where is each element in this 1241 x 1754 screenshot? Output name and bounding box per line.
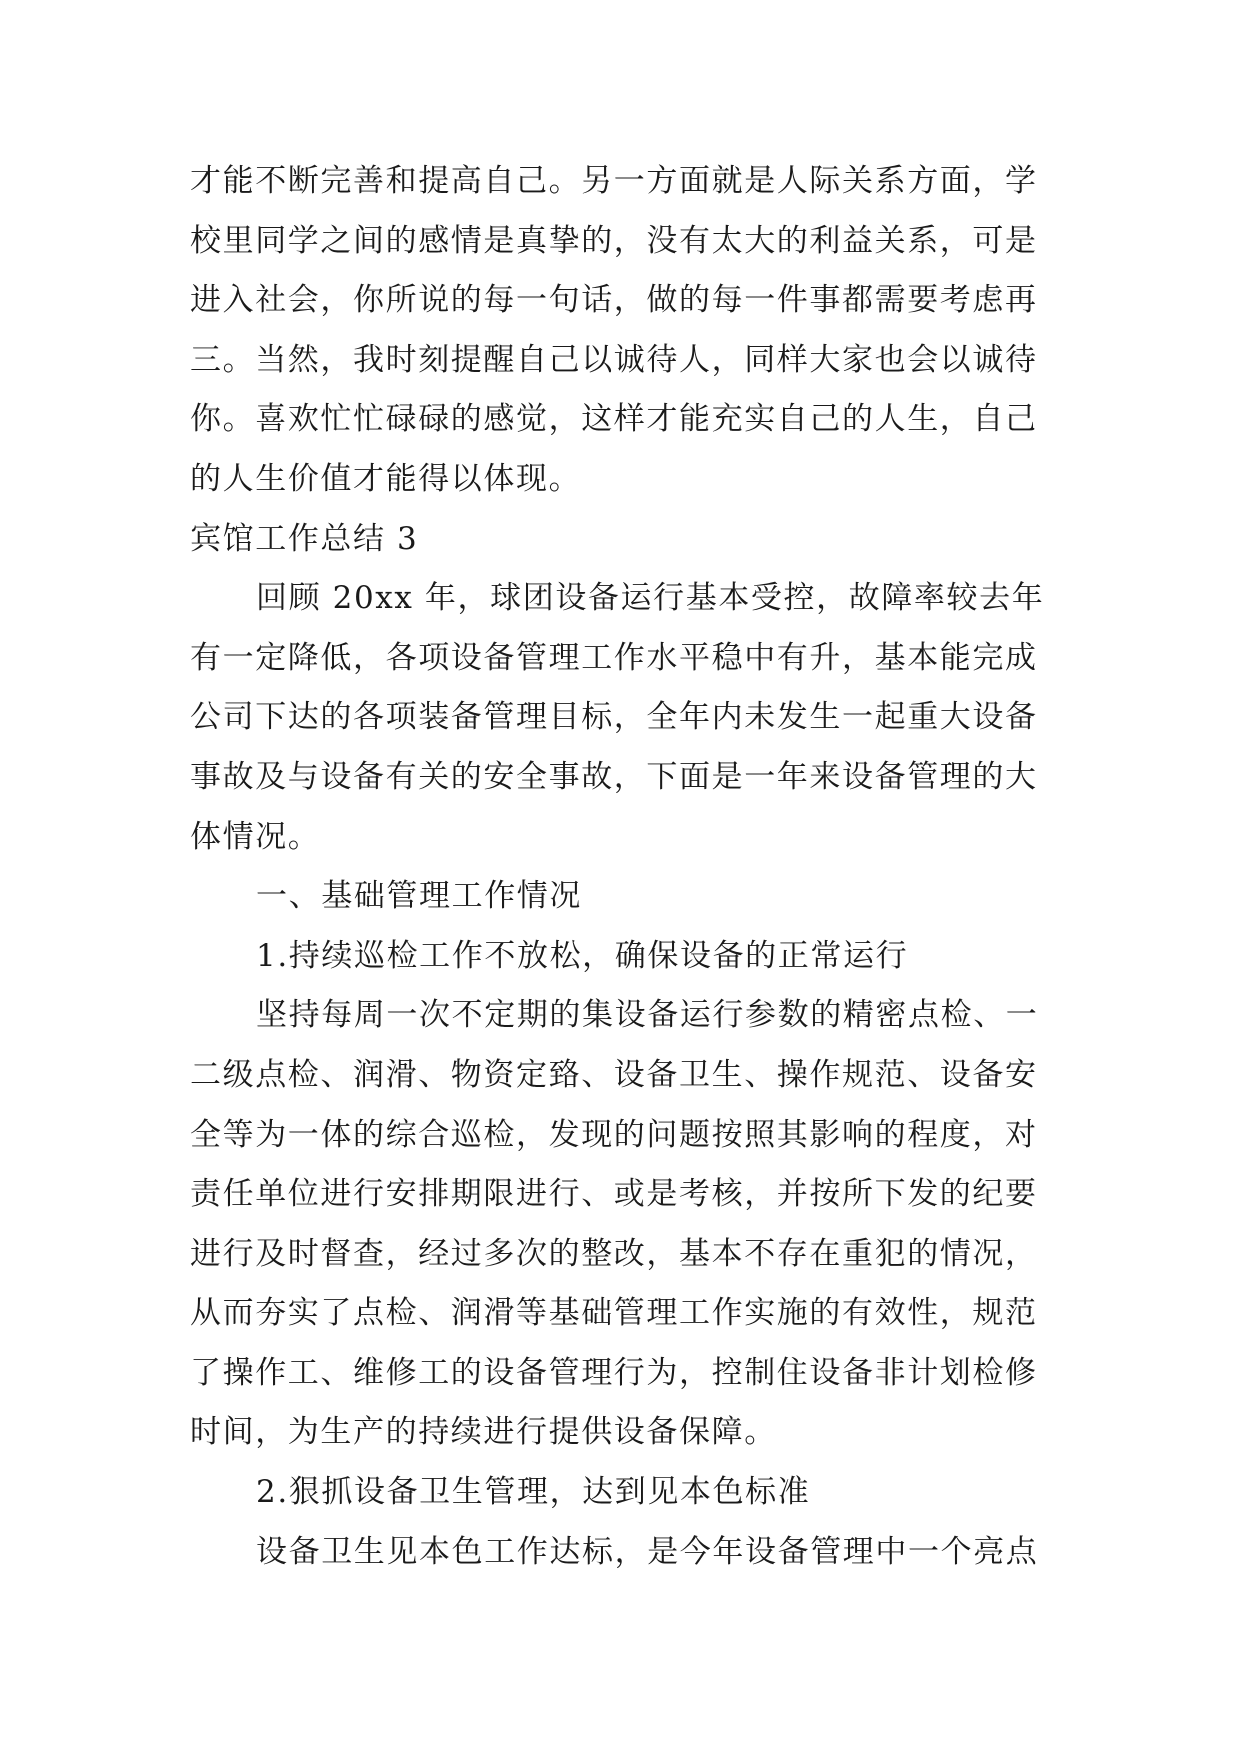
text-line: 进入社会，你所说的每一句话，做的每一件事都需要考虑再: [190, 282, 1038, 319]
document-body: [190, 152, 1060, 1582]
text-line: 坚持每周一次不定期的集设备运行参数的精密点检、一: [256, 997, 1039, 1034]
text-line: 时间，为生产的持续进行提供设备保障。: [190, 1414, 777, 1451]
text-line: 校里同学之间的感情是真挚的，没有太大的利益关系，可是: [190, 222, 1038, 259]
text-line: 从而夯实了点检、润滑等基础管理工作实施的有效性，规范: [190, 1295, 1038, 1332]
text-line: 全等为一体的综合巡检，发现的问题按照其影响的程度，对: [190, 1116, 1038, 1153]
text-line: 设备卫生见本色工作达标，是今年设备管理中一个亮点: [256, 1533, 1039, 1570]
text-line: 三。当然，我时刻提醒自己以诚待人，同样大家也会以诚待: [190, 341, 1038, 378]
text-line: 公司下达的各项装备管理目标，全年内未发生一起重大设备: [190, 699, 1038, 736]
subheading: 一、基础管理工作情况: [256, 878, 582, 915]
text-line: 二级点检、润滑、物资定臵、设备卫生、操作规范、设备安: [190, 1056, 1038, 1093]
section-heading: 宾馆工作总结 3: [190, 520, 419, 557]
subheading: 1.持续巡检工作不放松，确保设备的正常运行: [256, 937, 909, 974]
text-line: 事故及与设备有关的安全事故，下面是一年来设备管理的大: [190, 758, 1038, 795]
text-line: 有一定降低，各项设备管理工作水平稳中有升，基本能完成: [190, 639, 1038, 676]
text-line: 体情况。: [190, 818, 321, 855]
text-line: 进行及时督查，经过多次的整改，基本不存在重犯的情况，: [190, 1235, 1038, 1272]
subheading: 2.狠抓设备卫生管理，达到见本色标准: [256, 1474, 811, 1511]
text-line: 才能不断完善和提高自己。另一方面就是人际关系方面，学: [190, 163, 1038, 199]
text-line: 回顾 20xx 年，球团设备运行基本受控，故障率较去年: [256, 580, 1045, 617]
text-line: 责任单位进行安排期限进行、或是考核，并按所下发的纪要: [190, 1176, 1038, 1213]
text-line: 了操作工、维修工的设备管理行为，控制住设备非计划检修: [190, 1354, 1038, 1391]
text-line: 的人生价值才能得以体现。: [190, 460, 582, 497]
text-line: 你。喜欢忙忙碌碌的感觉，这样才能充实自己的人生，自己: [190, 401, 1038, 438]
